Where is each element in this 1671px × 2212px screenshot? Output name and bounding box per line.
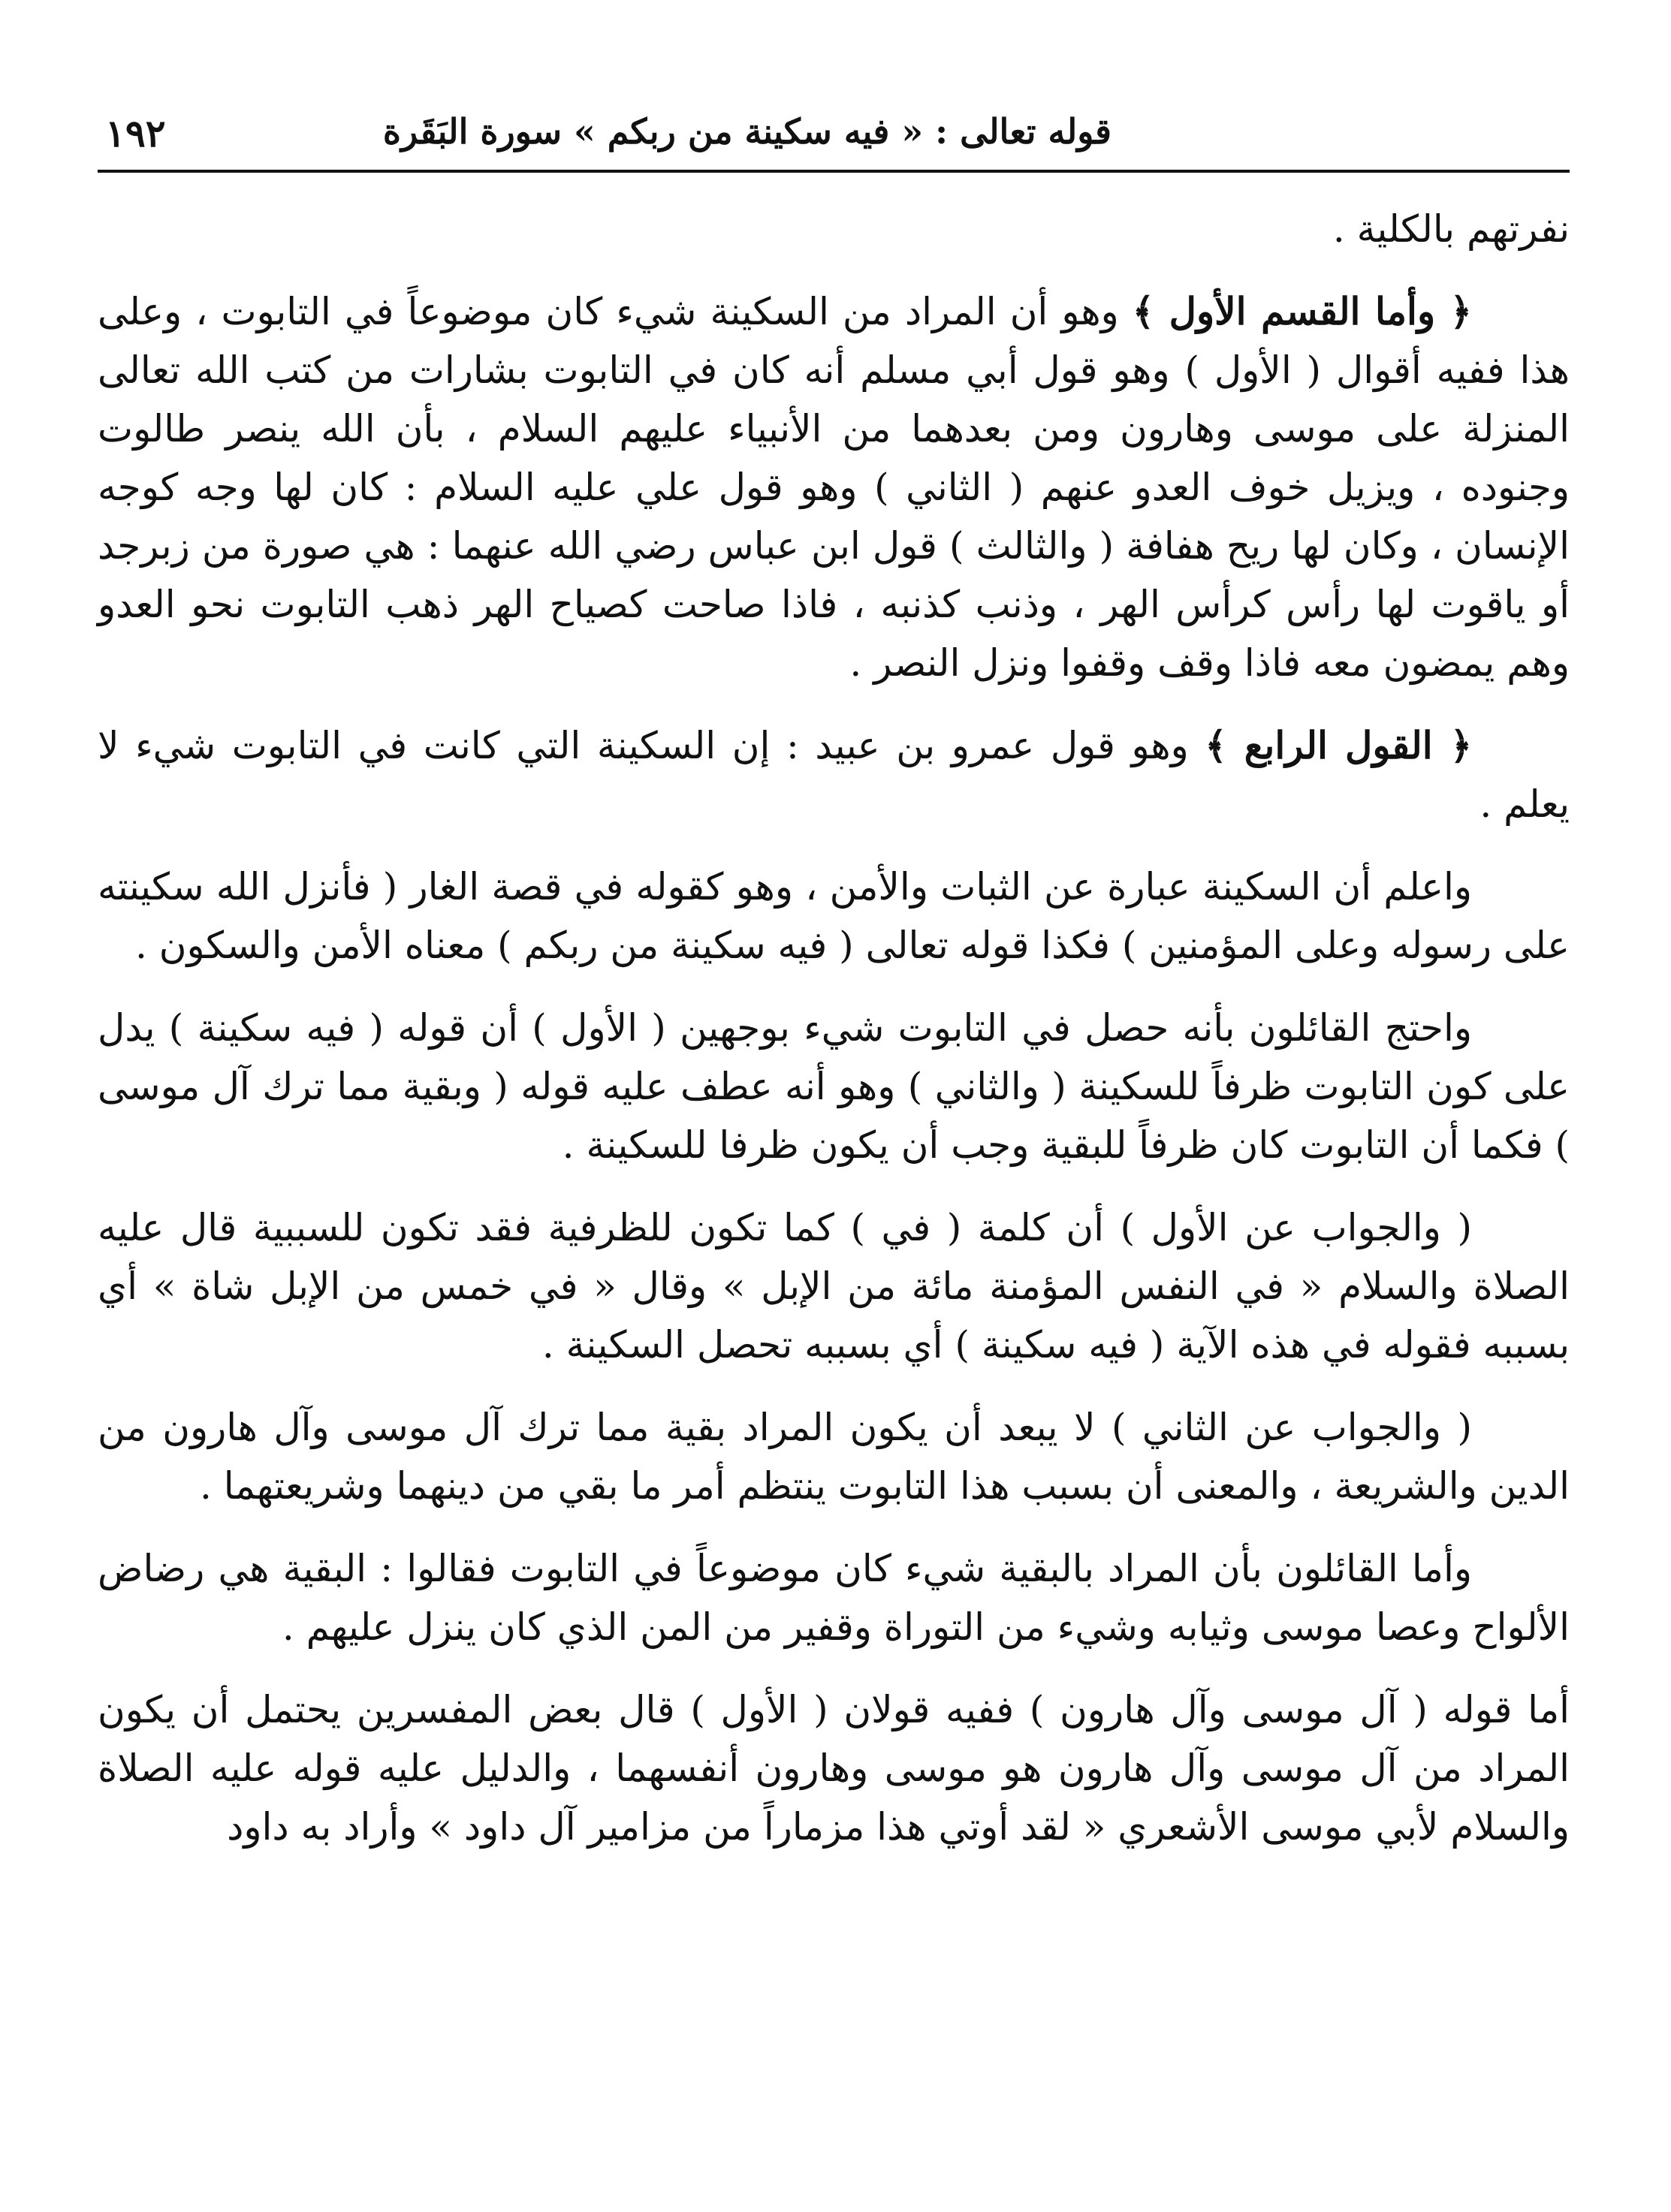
paragraph: [98, 716, 1570, 833]
paragraph-text: ( والجواب عن الثاني ) لا يبعد أن يكون المراد بقية مما ترك آل موسى وآل هارون من الدين والشريعة ، والمعنى أن بسبب هذا التابوت ينتظم أمر ما بقي من دينهما وشريعتهما .: [98, 1406, 1570, 1508]
page-number: ١٩٢: [105, 111, 166, 155]
running-title: قوله تعالى : « فيه سكينة من ربكم » سورة البَقَرة: [382, 111, 1111, 152]
running-header: [98, 98, 1570, 173]
paragraph: [98, 1680, 1570, 1856]
paragraph-text: وهو أن المراد من السكينة شيء كان موضوعاً في التابوت ، وعلى هذا ففيه أقوال ( الأول ) وهو قول أبي مسلم أنه كان في التابوت بشارات من كتب الله تعالى المنزلة على موسى وهارون ومن بعدهما من الأنبياء عليهم السلام ، بأن الله ينصر طالوت وجنوده ، ويزيل خوف العدو عنهم ( الثاني ) وهو قول علي عليه السلام : كان لها وجه كوجه الإنسان ، وكان لها ريح هفافة ( والثالث ) قول ابن عباس رضي الله عنهما : هي صورة من زبرجد أو ياقوت لها رأس كرأس الهر ، وذنب كذنبه ، فاذا صاحت كصياح الهر ذهب التابوت نحو العدو وهم يمضون معه فاذا وقف وقفوا ونزل النصر .: [98, 290, 1570, 685]
paragraph: [98, 857, 1570, 975]
paragraph-text: وهو قول عمرو بن عبيد : إن السكينة التي كانت في التابوت شيء لا يعلم .: [98, 724, 1570, 826]
body-text: [98, 200, 1570, 1856]
book-page: [98, 98, 1570, 2170]
paragraph: [98, 1539, 1570, 1656]
paragraph-text: واعلم أن السكينة عبارة عن الثبات والأمن ، وهو كقوله في قصة الغار ( فأنزل الله سكينته على رسوله وعلى المؤمنين ) فكذا قوله تعالى ( فيه سكينة من ربكم ) معناه الأمن والسكون .: [98, 865, 1570, 967]
section-heading: ﴿ وأما القسم الأول ﴾: [1132, 289, 1472, 333]
paragraph-text: أما قوله ( آل موسى وآل هارون ) ففيه قولان ( الأول ) قال بعض المفسرين يحتمل أن يكون المراد من آل موسى وآل هارون هو موسى وهارون أنفسهما ، والدليل عليه قوله عليه الصلاة والسلام لأبي موسى الأشعري « لقد أوتي هذا مزماراً من مزامير آل داود » وأراد به داود: [98, 1688, 1570, 1849]
paragraph: [98, 200, 1570, 258]
paragraph-text: ( والجواب عن الأول ) أن كلمة ( في ) كما تكون للظرفية فقد تكون للسببية قال عليه الصلاة والسلام « في النفس المؤمنة مائة من الإبل » وقال « في خمس من الإبل شاة » أي بسببه فقوله في هذه الآية ( فيه سكينة ) أي بسببه تحصل السكينة .: [98, 1206, 1570, 1367]
paragraph-text: نفرتهم بالكلية .: [1332, 207, 1570, 251]
paragraph: [98, 1198, 1570, 1374]
section-heading: ﴿ القول الرابع ﴾: [1205, 723, 1472, 767]
paragraph-text: وأما القائلون بأن المراد بالبقية شيء كان موضوعاً في التابوت فقالوا : البقية هي رضاض الألواح وعصا موسى وثيابه وشيء من التوراة وقفير من المن الذي كان ينزل عليهم .: [98, 1547, 1570, 1649]
paragraph: [98, 1398, 1570, 1515]
paragraph-text: واحتج القائلون بأنه حصل في التابوت شيء بوجهين ( الأول ) أن قوله ( فيه سكينة ) يدل على كون التابوت ظرفاً للسكينة ( والثاني ) وهو أنه عطف عليه قوله ( وبقية مما ترك آل موسى ) فكما أن التابوت كان ظرفاً للبقية وجب أن يكون ظرفا للسكينة .: [98, 1006, 1570, 1167]
paragraph: [98, 999, 1570, 1174]
paragraph: [98, 282, 1570, 692]
